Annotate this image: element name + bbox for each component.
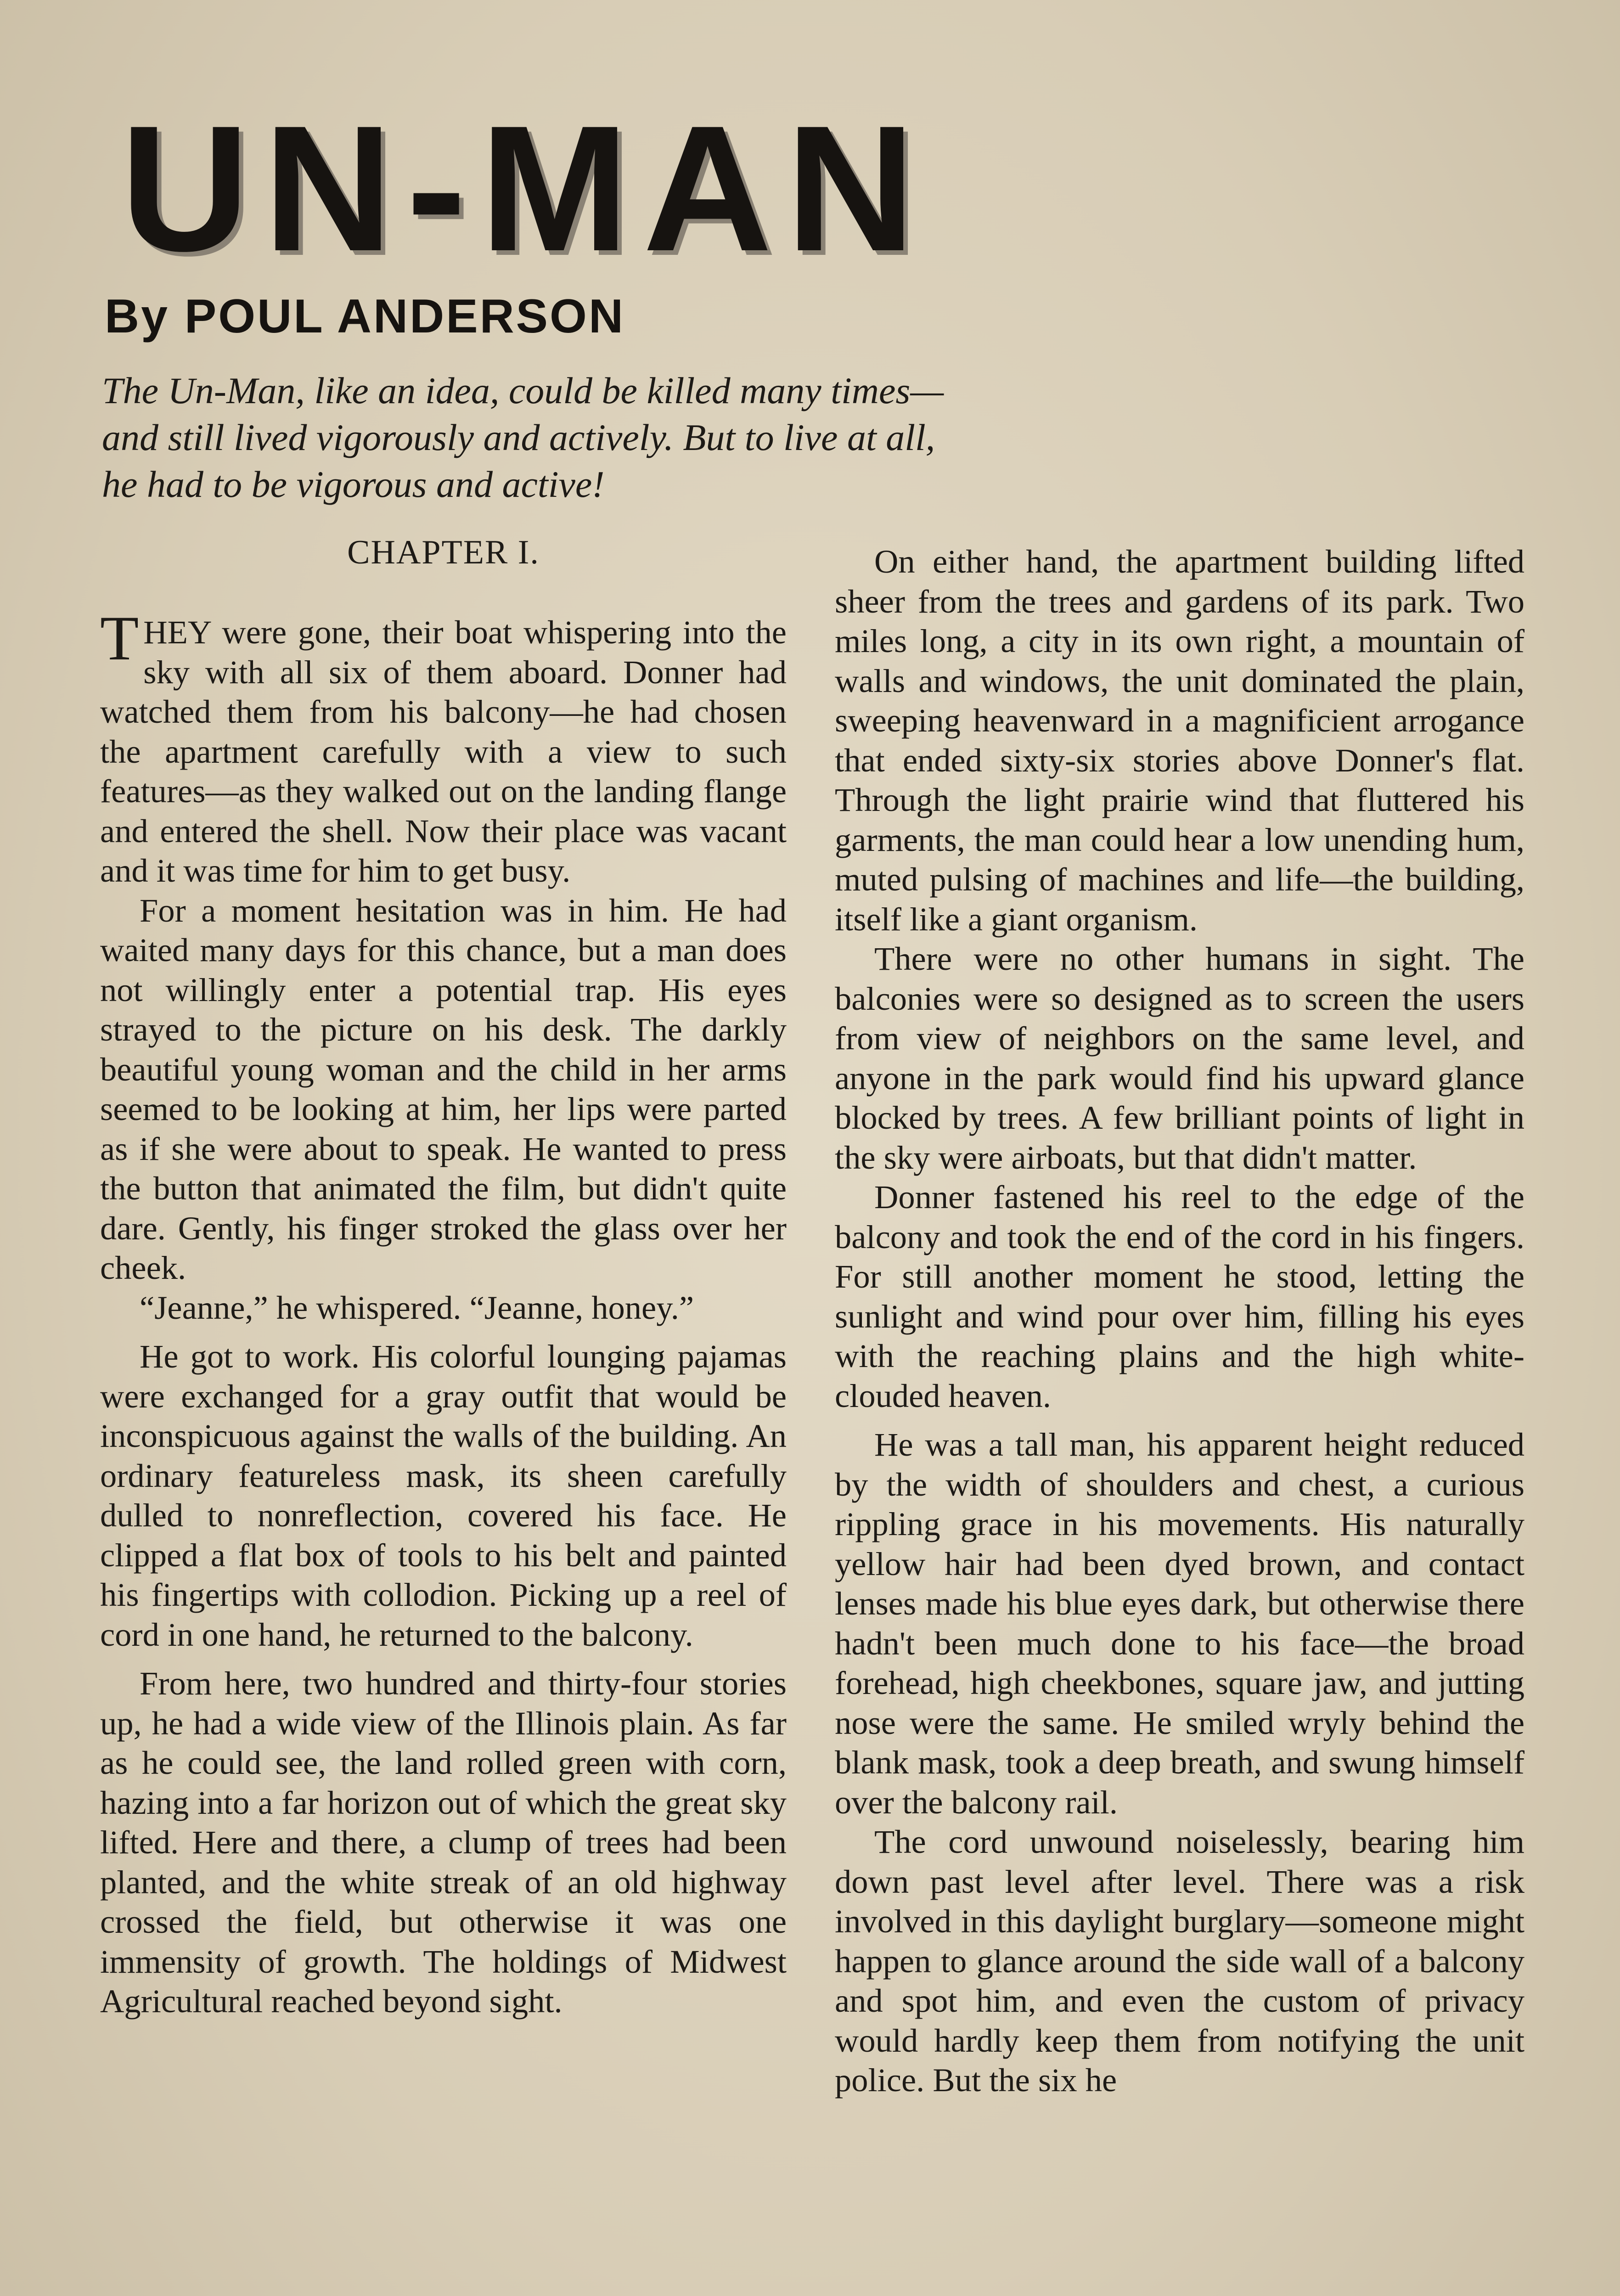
right-column bbox=[835, 542, 1524, 2100]
blurb-line: he had to be vigorous and active! bbox=[102, 463, 605, 505]
body-paragraph: The cord unwound noiselessly, bearing him down past level after level. There was a risk involved in this daylight burglary—someone might happen to glance around the side wall of a balcony and spot him, and even the custom of privacy would hardly keep them from notifying the unit police. But the six he bbox=[835, 1823, 1524, 2099]
body-paragraph: On either hand, the apartment building lifted sheer from the trees and gardens of its park. Two miles long, a city in its own right, a mountain of walls and windows, the unit dominated the plain, sweeping heavenward in a magnificient arrogance that ended sixty-six stories above Donner's flat. Through the light prairie wind that fluttered his garments, the man could hear a low unending hum, muted pulsing of machines and life—the building, itself like a giant organism. bbox=[835, 543, 1524, 938]
left-column bbox=[100, 533, 787, 2021]
author-byline: By POUL ANDERSON bbox=[105, 290, 625, 343]
body-paragraph: From here, two hundred and thirty-four stories up, he had a wide view of the Illinois plain. As far as he could see, the land rolled green with corn, hazing into a far horizon out of which the great sky lifted. Here and there, a clump of trees had been planted, and the white streak of an old highway crossed the field, but otherwise it was one immensity of growth. The holdings of Midwest Agricultural reached beyond sight. bbox=[100, 1665, 787, 2020]
blurb-line: The Un-Man, like an idea, could be killed many times— bbox=[102, 370, 944, 411]
body-paragraph bbox=[100, 603, 787, 891]
story-blurb bbox=[102, 367, 1186, 508]
body-paragraph: He got to work. His colorful lounging pajamas were exchanged for a gray outfit that would be inconspicuous against the walls of the building. An ordinary featureless mask, its sheen carefully dulled to nonreflection, covered his face. He clipped a flat box of tools to his belt and painted his fingertips with collodion. Picking up a reel of cord in one hand, he returned to the balcony. bbox=[100, 1338, 787, 1653]
body-paragraph: “Jeanne,” he whispered. “Jeanne, honey.” bbox=[140, 1289, 694, 1326]
chapter-heading: CHAPTER I. bbox=[347, 534, 540, 571]
blurb-line: and still lived vigorously and actively. But to live at all, bbox=[102, 416, 935, 458]
body-paragraph: There were no other humans in sight. The balconies were so designed as to screen the users from view of neighbors on the same level, and anyone in the park would find his upward glance blocked by trees. A few brilliant points of light in the sky were airboats, but that didn't matter. bbox=[835, 940, 1524, 1176]
story-title: UN-MAN bbox=[120, 88, 929, 288]
body-paragraph: He was a tall man, his apparent height reduced by the width of shoulders and chest, a curious rippling grace in his movements. His naturally yellow hair had been dyed brown, and contact lenses made his blue eyes dark, but otherwise there hadn't been much done to his face—the broad forehead, high cheekbones, square jaw, and jutting nose were the same. He smiled wryly behind the blank mask, took a deep breath, and swung himself over the balcony rail. bbox=[835, 1426, 1524, 1821]
body-paragraph: Donner fastened his reel to the edge of the balcony and took the end of the cord in his fingers. For still another moment he stood, letting the sunlight and wind pour over him, filling his eyes with the reaching plains and the high white-clouded heaven. bbox=[835, 1178, 1524, 1414]
paragraph-text: HEY were gone, their boat whispering into the sky with all six of them aboard. Donner had watched them from his balcony—he had chosen the apartment carefully with a view to such features—as they walked out on the landing flange and entered the shell. Now their place was vacant and it was time for him to get busy. bbox=[100, 613, 787, 889]
drop-cap: T bbox=[100, 603, 139, 673]
body-paragraph: For a moment hesitation was in him. He had waited many days for this chance, but a man does not willingly enter a potential trap. His eyes strayed to the picture on his desk. The darkly beautiful young woman and the child in her arms seemed to be looking at him, her lips were parted as if she were about to speak. He wanted to press the button that animated the film, but didn't quite dare. Gently, his finger stroked the glass over her cheek. bbox=[100, 891, 787, 1286]
